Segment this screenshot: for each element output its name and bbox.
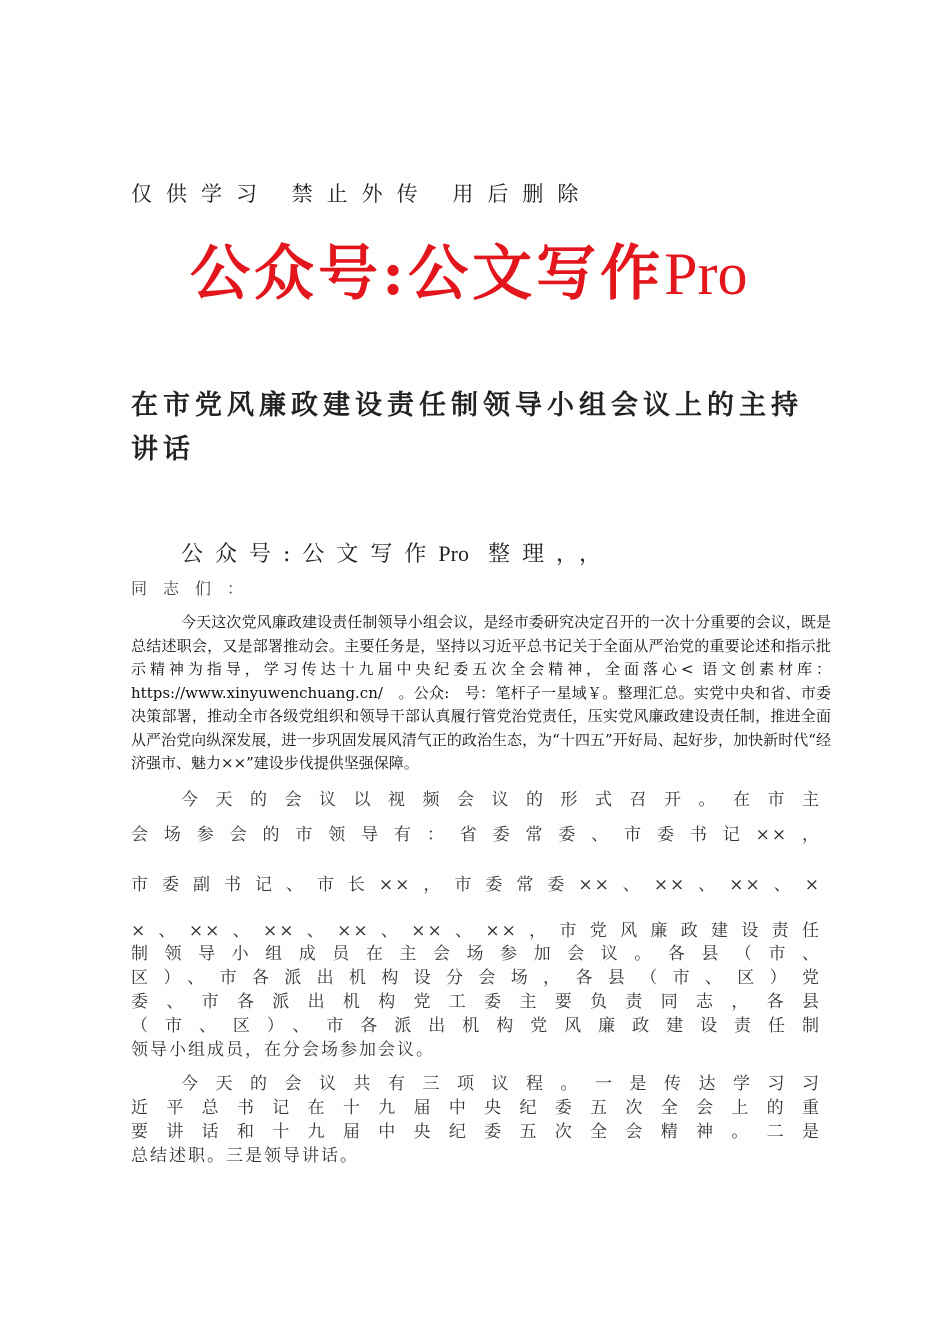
usage-notice: 仅供学习 禁止外传 用后删除 (131, 182, 593, 206)
paragraph-meeting-form (131, 783, 821, 853)
paragraph-line: 制领导小组成员在主会场参加会议。各县（市、 (131, 944, 821, 964)
brand-pro: Pro (664, 241, 748, 307)
document-title: 在市党风廉政建设责任制领导小组会议上的主持讲话 (131, 390, 803, 465)
paragraph-line: 领导小组成员，在分会场参加会议。 (131, 1040, 435, 1060)
paragraph-line: 今天的会议以视频会议的形式召开。在市主 (181, 790, 821, 810)
paragraph-line: 会场参会的市领导有：省委常委、市委书记××， (131, 825, 821, 845)
subtitle-pro: Pro (438, 541, 469, 566)
paragraph-branch-venues (131, 942, 821, 1062)
paragraph-line: ×、××、××、××、××、××，市党风廉政建设责任 (131, 921, 821, 941)
subtitle-cn2: 整理，， (487, 542, 613, 567)
greeting: 同志们： (131, 579, 260, 598)
paragraph-line: 要讲话和十九届中央纪委五次全会精神。二是 (131, 1122, 821, 1142)
paragraph-line: 近平总书记在十九届中央纪委五次全会上的重 (131, 1098, 821, 1118)
paragraph-line: （市、区）、市各派出机构党风廉政建设责任制 (131, 1016, 821, 1036)
brand-cn: 公众号:公文写作 (190, 239, 665, 309)
paragraph-line: 今天的会议共有三项议程。一是传达学习习 (181, 1074, 821, 1094)
paragraph-agenda (131, 1072, 821, 1168)
subtitle-cn1: 公众号:公文写作 (181, 542, 439, 567)
paragraph-line: 总结述职。三是领导讲话。 (131, 1146, 359, 1166)
paragraph-intro: 今天这次党风廉政建设责任制领导小组会议，是经市委研究决定召开的一次十分重要的会议，既是总结述职会，又是部署推动会。主要任务是，坚持以习近平总书记关于全面从严治党的重要论述和指示批示精神为指导，学习传达十九届中央纪委五次全会精神，全面落心< 语文创素材库：https://www.xinyuwenchuang.cn/ 。公众: 号：笔杆子一星域￥。整理汇总。实党中央和省、市委决策部署，推动全市各级党组织和领导干部认真履行管党治党责任，压实党风廉政建设责任制，推进全面从严治党向纵深发展，进一步巩固发展风清气正的政治生态，为“十四五”开好局、起好步，加快新时代“经济强市、魅力××”建设步伐提供坚强保障。 (131, 613, 831, 772)
paragraph-line: 委、市各派出机构党工委主要负责同志，各县 (131, 992, 821, 1012)
subtitle (181, 537, 613, 568)
brand-watermark (190, 226, 748, 312)
paragraph-meeting-attendees (131, 862, 821, 954)
paragraph-line: 市委副书记、市长××，市委常委××、××、××、× (131, 875, 821, 895)
paragraph-line: 区）、市各派出机构设分会场，各县（市、区）党 (131, 968, 821, 988)
